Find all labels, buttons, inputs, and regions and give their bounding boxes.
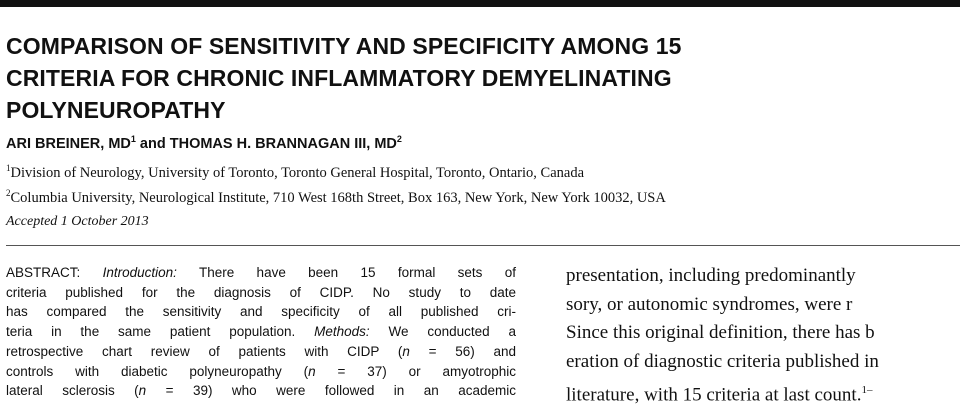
abstract-line-1 bbox=[6, 263, 516, 283]
abstract-line-4-tail: We conducted a bbox=[369, 324, 516, 340]
abstract-line-5-n: n bbox=[402, 343, 410, 359]
affiliation-2-text: Columbia University, Neurological Institute, 710 West 168th Street, Box 163, New York, New York 10032, USA bbox=[10, 189, 666, 206]
abstract-line-3: has compared the sensitivity and specificity of all published cri- bbox=[6, 304, 516, 320]
abstract-line-6 bbox=[6, 362, 516, 382]
author-connector: and bbox=[135, 135, 170, 152]
abstract bbox=[6, 263, 516, 401]
abstract-line-4-text: teria in the same patient population. bbox=[6, 324, 315, 340]
title-line-2: CRITERIA FOR CHRONIC INFLAMMATORY DEMYELINATING bbox=[6, 65, 672, 91]
abstract-label: ABSTRACT: bbox=[6, 265, 103, 280]
abstract-line-6-tail: = 37) or amyotrophic bbox=[315, 363, 516, 379]
abstract-line-7-n: n bbox=[138, 383, 147, 399]
abstract-line-2: criteria published for the diagnosis of CIDP. No study to date bbox=[6, 284, 516, 300]
abstract-line-7-text: lateral sclerosis ( bbox=[6, 383, 139, 399]
affiliation-1-mark: 1 bbox=[6, 163, 11, 173]
abstract-line-7 bbox=[6, 381, 516, 401]
affiliation-2 bbox=[6, 188, 666, 207]
section-divider bbox=[6, 245, 960, 246]
abstract-line-6-text: controls with diabetic polyneuropathy ( bbox=[6, 363, 309, 379]
abstract-line-1-text: There have been 15 formal sets of bbox=[176, 265, 517, 280]
title-line-3: POLYNEUROPATHY bbox=[6, 97, 226, 123]
abstract-line-5 bbox=[6, 342, 516, 362]
author-list bbox=[6, 134, 402, 152]
abstract-line-4 bbox=[6, 322, 516, 342]
top-rule bbox=[0, 0, 960, 7]
abstract-line-5-tail: = 56) and bbox=[409, 343, 516, 359]
body-line-5-text: literature, with 15 criteria at last count. bbox=[566, 384, 862, 406]
author-2-affil-mark: 2 bbox=[396, 134, 402, 144]
body-line-4: eration of diagnostic criteria published in bbox=[566, 350, 879, 372]
body-text-column bbox=[566, 262, 960, 410]
accepted-date: Accepted 1 October 2013 bbox=[6, 214, 149, 229]
citation-mark: 1– bbox=[861, 384, 873, 396]
affiliation-2-mark: 2 bbox=[6, 188, 11, 198]
body-line-2: sory, or autonomic syndromes, were r bbox=[566, 293, 853, 315]
affiliation-1 bbox=[6, 163, 584, 182]
abstract-introduction-heading: Introduction: bbox=[102, 265, 177, 280]
abstract-methods-heading: Methods: bbox=[314, 324, 370, 340]
author-2: THOMAS H. BRANNAGAN III, MD bbox=[169, 135, 397, 152]
abstract-line-5-text: retrospective chart review of patients with CIDP ( bbox=[6, 343, 403, 359]
body-line-3: Since this original definition, there has b bbox=[566, 322, 875, 343]
abstract-line-6-n: n bbox=[308, 363, 316, 379]
author-1-affil-mark: 1 bbox=[130, 134, 136, 144]
title-line-1: COMPARISON OF SENSITIVITY AND SPECIFICITY AMONG 15 bbox=[6, 33, 682, 59]
article-title bbox=[6, 30, 946, 126]
body-line-1: presentation, including predominantly bbox=[566, 265, 856, 286]
affiliation-1-text: Division of Neurology, University of Toronto, Toronto General Hospital, Toronto, Ontario, Canada bbox=[10, 164, 585, 181]
abstract-line-7-tail: = 39) who were followed in an academic bbox=[146, 383, 516, 399]
author-1: ARI BREINER, MD bbox=[6, 135, 131, 152]
